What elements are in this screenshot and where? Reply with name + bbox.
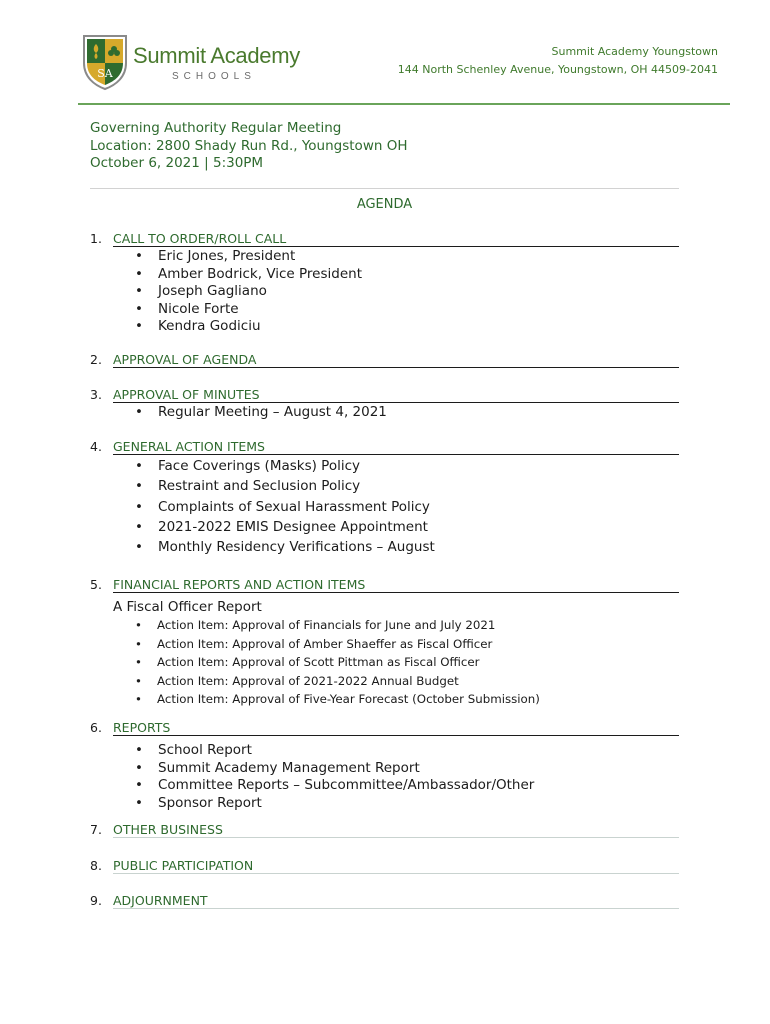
agenda-item-general-action-items	[90, 439, 679, 557]
meeting-date: October 6, 2021 | 5:30PM	[90, 155, 264, 171]
list-item: • 2021-2022 EMIS Designee Appointment	[90, 517, 679, 537]
item-number: 6.	[90, 720, 102, 735]
list-item: • School Report	[90, 742, 679, 760]
list-item: • Regular Meeting – August 4, 2021	[90, 404, 679, 422]
list-item: • Action Item: Approval of Scott Pittman as Fiscal Officer	[90, 653, 679, 672]
list-item: • Action Item: Approval of Amber Shaeffer as Fiscal Officer	[90, 635, 679, 654]
agenda-item-approval-of-agenda	[90, 352, 679, 369]
header-divider	[78, 103, 730, 105]
item-label: PUBLIC PARTICIPATION	[113, 858, 679, 874]
crest-initials: SA	[97, 67, 113, 80]
item-number: 7.	[90, 822, 102, 837]
item-label: GENERAL ACTION ITEMS	[113, 439, 679, 455]
item-number: 4.	[90, 439, 102, 454]
item-number: 1.	[90, 231, 102, 246]
agenda-item-approval-of-minutes	[90, 387, 679, 422]
agenda-item-public-participation	[90, 858, 679, 875]
item-label: APPROVAL OF MINUTES	[113, 387, 679, 403]
list-item: • Sponsor Report	[90, 795, 679, 813]
address-line-1: Summit Academy Youngstown	[551, 45, 718, 58]
item-label: OTHER BUSINESS	[113, 822, 679, 838]
item-number: 9.	[90, 893, 102, 908]
list-item: • Joseph Gagliano	[90, 283, 679, 301]
agenda-item-financial-reports	[90, 577, 679, 709]
item-label: ADJOURNMENT	[113, 893, 679, 909]
school-crest-icon	[82, 33, 128, 91]
list-item: • Kendra Godiciu	[90, 318, 679, 336]
logo-name: Summit Academy	[133, 43, 300, 68]
meeting-info	[90, 120, 407, 173]
list-item: • Action Item: Approval of Five-Year Forecast (October Submission)	[90, 690, 679, 709]
agenda-item-call-to-order	[90, 231, 679, 336]
item-number: 5.	[90, 577, 102, 592]
item-number: 2.	[90, 352, 102, 367]
list-item: • Committee Reports – Subcommittee/Ambassador/Other	[90, 777, 679, 795]
list-item: • Face Coverings (Masks) Policy	[90, 456, 679, 476]
list-item: • Complaints of Sexual Harassment Policy	[90, 497, 679, 517]
school-address	[398, 43, 718, 79]
address-line-2: 144 North Schenley Avenue, Youngstown, OH 44509-2041	[397, 63, 718, 76]
item-label: CALL TO ORDER/ROLL CALL	[113, 231, 679, 247]
agenda-item-other-business	[90, 822, 679, 839]
fiscal-officer-report-heading: A Fiscal Officer Report	[113, 599, 262, 615]
agenda-title: AGENDA	[356, 197, 413, 212]
item-number: 8.	[90, 858, 102, 873]
list-item: • Amber Bodrick, Vice President	[90, 266, 679, 284]
agenda-item-reports	[90, 720, 679, 812]
list-item: • Nicole Forte	[90, 301, 679, 319]
logo-subname: SCHOOLS	[172, 71, 256, 82]
list-item: • Monthly Residency Verifications – August	[90, 537, 679, 557]
meeting-location: Location: 2800 Shady Run Rd., Youngstown OH	[90, 137, 408, 154]
list-item: • Action Item: Approval of Financials for June and July 2021	[90, 616, 679, 635]
item-label: FINANCIAL REPORTS AND ACTION ITEMS	[113, 577, 679, 593]
summit-academy-logo	[82, 33, 300, 93]
item-label: APPROVAL OF AGENDA	[113, 352, 679, 368]
meeting-title: Governing Authority Regular Meeting	[90, 120, 342, 136]
item-number: 3.	[90, 387, 102, 402]
list-item: • Action Item: Approval of 2021-2022 Annual Budget	[90, 672, 679, 691]
list-item: • Eric Jones, President	[90, 248, 679, 266]
list-item: • Summit Academy Management Report	[90, 760, 679, 778]
item-label: REPORTS	[113, 720, 679, 736]
list-item: • Restraint and Seclusion Policy	[90, 476, 679, 496]
agenda-item-adjournment	[90, 893, 679, 910]
section-divider	[90, 188, 679, 189]
